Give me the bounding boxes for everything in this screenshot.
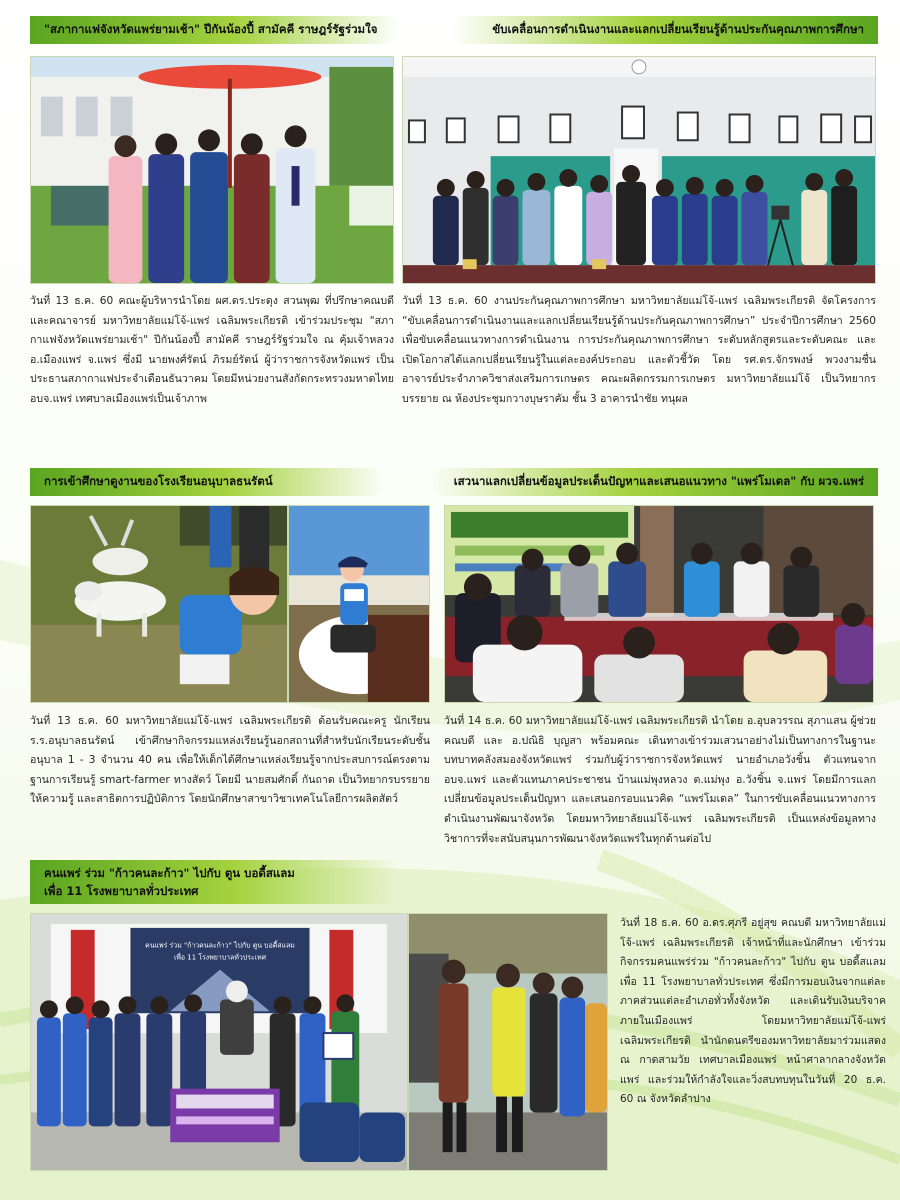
model-photo: [444, 505, 874, 703]
model-body: วันที่ 14 ธ.ค. 60 มหาวิทยาลัยแม่โจ้-แพร่ เฉลิมพระเกียรติ นำโดย อ.อุบลวรรณ สุภาแสน ผู้ช่วยคณบดี และ อ.ปณิธิ บุญสา พร้อมคณะ เดินทางเข้าร่วมเสวนาอย่างไม่เป็นทางการในฐานะบทบาทคลังสมองจังหวัดแพร่ ร่วมกับผู้ว่าราชการจังหวัดแพร่ นายอำเภอวังชิ้น ตัวแทนจาก อบจ.แพร่ และตัวแทนภาคประชาชน บ้านแม่พุงหลวง ต.แม่พุง อ.วังชิ้น จ.แพร่ โดยมีการแลกเปลี่ยนข้อมูลประเด็นปัญหา และเสนอกรอบแนวคิด “แพร่โมเดล” ในการขับเคลื่อนแนวทางการดำเนินงานพัฒนาจังหวัด โดยมหาวิทยาลัยแม่โจ้-แพร่ เฉลิมพระเกียรติ เป็นแหล่งข้อมูลทางวิชาการที่จะสนับสนุนการพัฒนาจังหวัดแพร่ในทุกด้านต่อไป: [444, 715, 876, 845]
school-body: วันที่ 13 ธ.ค. 60 มหาวิทยาลัยแม่โจ้-แพร่ เฉลิมพระเกียรติ ต้อนรับคณะครู นักเรียน ร.ร.อนุบาลธนรัตน์ เข้าศึกษากิจกรรมแหล่งเรียนรู้นอกสถานที่สำหรับนักเรียนระดับชั้นอนุบาล 1 - 3 จำนวน 40 คน เพื่อให้เด็กได้ศึกษาแหล่งเรียนรู้จากประสบการณ์ตรงตามฐานการเรียนรู้ smart-farmer ทางสัตว์ โดยมี นายสมศักดิ์ กันถาด เป็นวิทยากรบรรยายให้ความรู้ และสาธิตการปฏิบัติการ โดยนักศึกษาสาขาวิชาเทคโนโลยีการผลิตสัตว์: [30, 715, 430, 806]
school-photo-horse: [288, 505, 430, 703]
run-title-line1: คนแพร่ ร่วม "ก้าวคนละก้าว" ไปกับ ตูน บอดี้สแลม: [44, 866, 295, 880]
coffee-photo: [30, 56, 394, 284]
coffee-title-text: "สภากาแฟจังหวัดแพร่ยามเช้า" ปีกันน้องปี้ สามัคคี ราษฎร์รัฐร่วมใจ: [44, 22, 378, 36]
qa-body: วันที่ 13 ธ.ค. 60 งานประกันคุณภาพการศึกษา มหาวิทยาลัยแม่โจ้-แพร่ เฉลิมพระเกียรติ จัดโครงการ “ขับเคลื่อนการดำเนินงานและแลกเปลี่ยนเรียนรู้ด้านประกันคุณภาพการศึกษา” ประจำปีการศึกษา 2560 เพื่อขับเคลื่อนแนวทางการดำเนินงาน การประกันคุณภาพการศึกษา ระดับหลักสูตรและระดับคณะ และเปิดโอกาสได้แลกเปลี่ยนเรียนรู้ในแต่ละองค์ประกอบ และตัวชี้วัด โดย รศ.ดร.จักรพงษ์ พวงงามชื่น อาจารย์ประจำภาควิชาส่งเสริมการเกษตร คณะผลิตกรรมการเกษตร มหาวิทยาลัยแม่โจ้ เป็นวิทยากรบรรยาย ณ ห้องประชุมกวางบุษราคัม ชั้น 3 อาคารนำชัย ทนุผล: [402, 295, 876, 405]
run-photo-group: [30, 913, 408, 1171]
run-title-line2: เพื่อ 11 โรงพยาบาลทั่วประเทศ: [44, 884, 199, 898]
model-section-title: [430, 468, 878, 496]
stage-banner-text-2: เพื่อ 11 โรงพยาบาลทั่วประเทศ: [173, 953, 267, 962]
stage-banner-text: คนแพร่ ร่วม "ก้าวคนละก้าว" ไปกับ ตูน บอดี้สแลม: [145, 941, 295, 950]
school-photo-goats: [30, 505, 288, 703]
qa-title-text: ขับเคลื่อนการดำเนินงานและแลกเปลี่ยนเรียนรู้ด้านประกันคุณภาพการศึกษา: [492, 22, 864, 36]
school-section-title: [30, 468, 384, 496]
coffee-section-title: [30, 16, 400, 44]
run-body: วันที่ 18 ธ.ค. 60 อ.ดร.ศุภรี อยู่สุข คณบดี มหาวิทยาลัยแม่โจ้-แพร่ เฉลิมพระเกียรติ เจ้าหน้าที่และนักศึกษา เข้าร่วมกิจกรรมคนแพร่ร่วม "ก้าวคนละก้าว" ไปกับ ตูน บอดี้สแลม เพื่อ 11 โรงพยาบาลทั่วประเทศ ซึ่งมีการมอบเงินจากแต่ละภาคส่วนแต่ละอำเภอทั่วทั้งจังหวัด และเดินรับเงินบริจาคภายในเมืองแพร่ โดยมหาวิทยาลัยแม่โจ้-แพร่ เฉลิมพระเกียรติ นำนักดนตรีของมหาวิทยาลัยมาร่วมแสดง ณ กาดสามวัย เทศบาลเมืองแพร่ หน้าศาลากลางจังหวัดแพร่ และร่วมให้กำลังใจและวิ่งสบทบทุนในวันที่ 20 ธ.ค. 60 ณ จังหวัดลำปาง: [620, 917, 886, 1106]
qa-section-title: [450, 16, 878, 44]
run-section-title: [30, 860, 400, 904]
qa-photo: [402, 56, 876, 284]
coffee-body: วันที่ 13 ธ.ค. 60 คณะผู้บริหารนำโดย ผศ.ดร.ประดุง สวนพุฒ ที่ปรึกษาคณบดี และคณาจารย์ มหาวิทยาลัยแม่โจ้-แพร่ เฉลิมพระเกียรติ เข้าร่วมประชุม "สภากาแฟจังหวัดแพร่ยามเช้า" ปีกันน้องปี้ สามัคคี ราษฎร์รัฐร่วมใจ ณ คุ้มเจ้าหลวง อ.เมืองแพร่ จ.แพร่ ซึ่งมี นายพงศ์รัตน์ ภิรมย์รัตน์ ผู้ว่าราชการจังหวัดแพร่ เป็นประธานสภากาแฟประจำเดือนธันวาคม โดยมีหน่วยงานสังกัดกระทรวงมหาดไทย อบจ.แพร่ เทศบาลเมืองแพร่เป็นเจ้าภาพ: [30, 295, 394, 405]
school-title-text: การเข้าศึกษาดูงานของโรงเรียนอนุบาลธนรัตน์: [44, 474, 273, 488]
model-title-text: เสวนาแลกเปลี่ยนข้อมูลประเด็นปัญหาและเสนอแนวทาง "แพร่โมเดล" กับ ผวจ.แพร่: [453, 474, 864, 488]
run-photo-runners: [408, 913, 608, 1171]
